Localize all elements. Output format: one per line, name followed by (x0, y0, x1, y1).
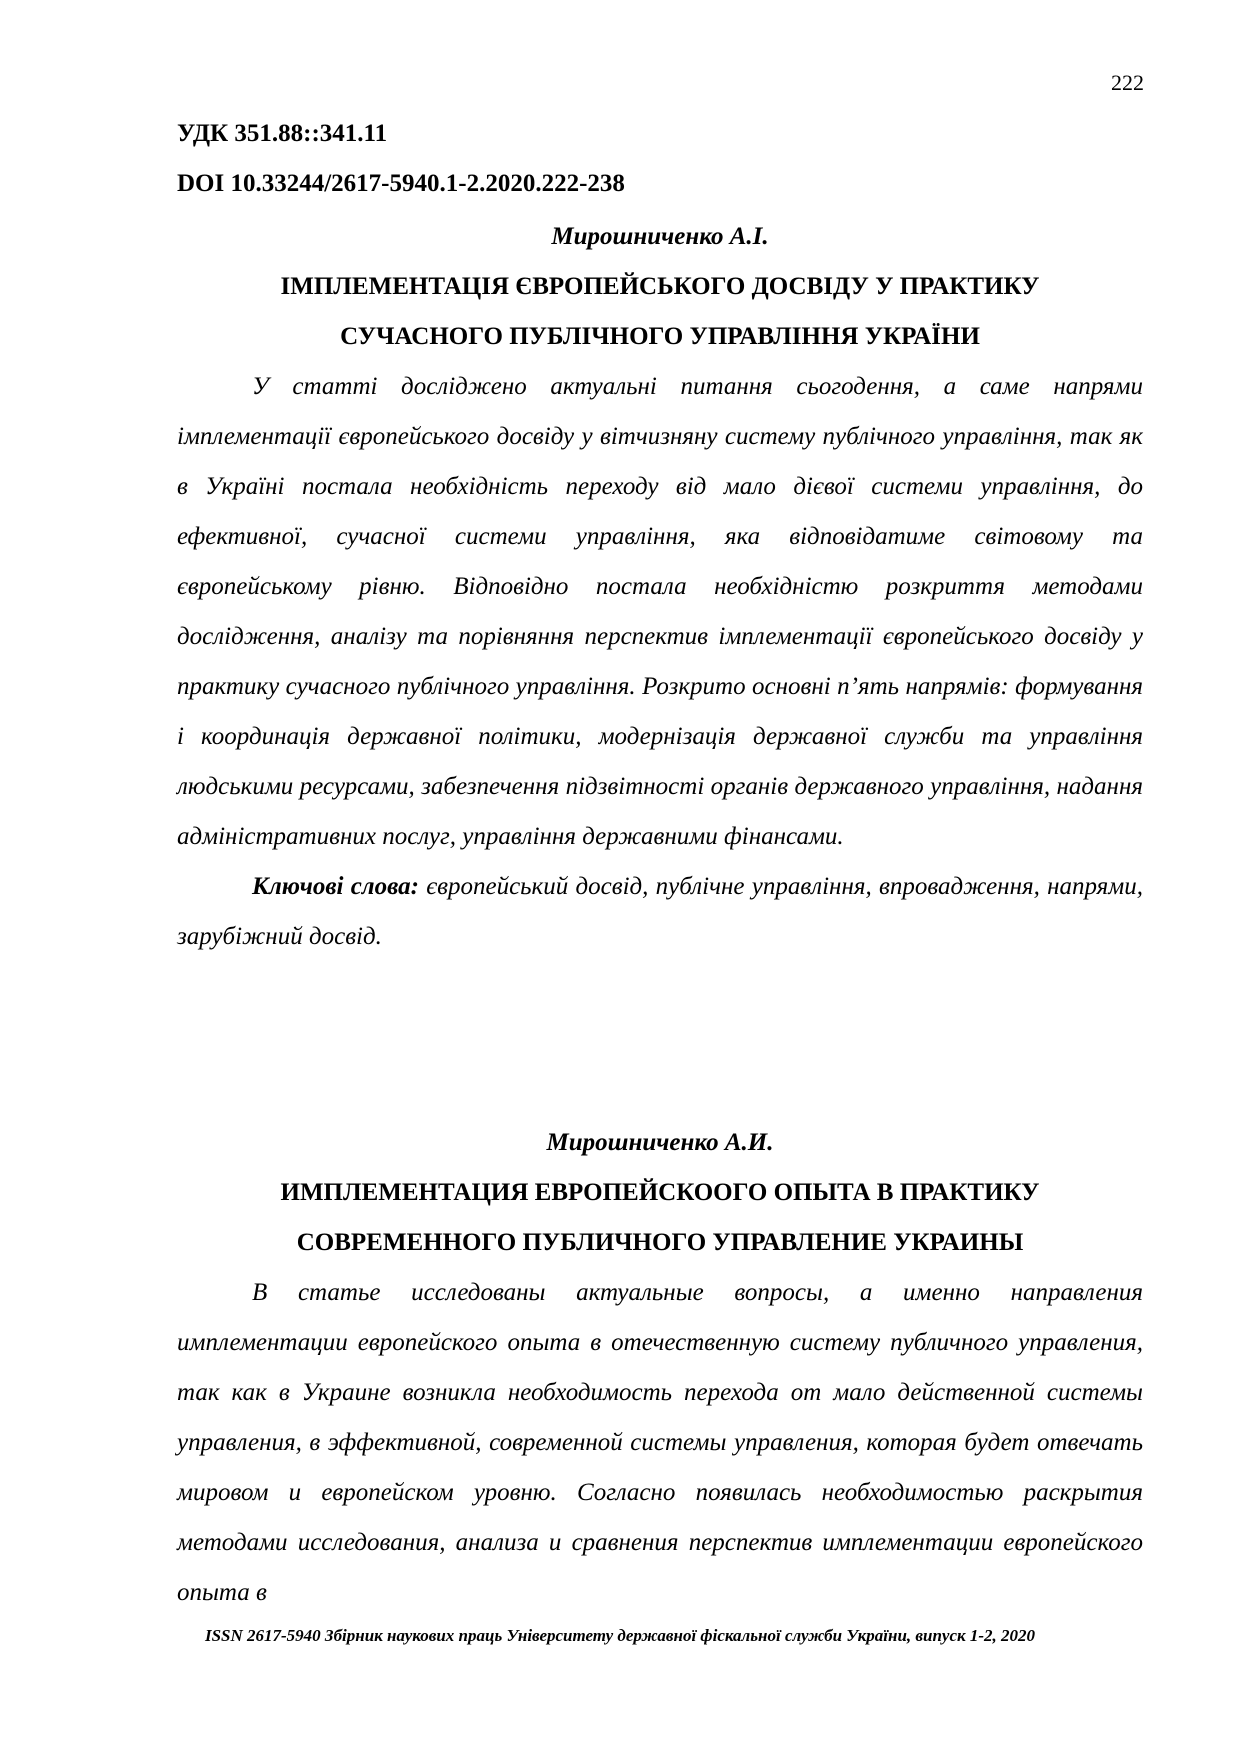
ukrainian-abstract-section (177, 212, 1143, 962)
title-line-1-ua: ІМПЛЕМЕНТАЦІЯ ЄВРОПЕЙСЬКОГО ДОСВІДУ У ПРАКТИКУ (280, 273, 1040, 300)
abstract-text-ua: У статті досліджено актуальні питання сьогодення, а саме напрями імплементації європейського досвіду у вітчизняну систему публічного управління, так як в Україні постала необхідність переходу від мало дієвої системи управління, до ефективної, сучасної системи управління, яка відповідатиме світовому та європейському рівню. Відповідно постала необхідністю розкриття методами дослідження, аналізу та порівняння перспектив імплементації європейського досвіду у практику сучасного публічного управління. Розкрито основні п’ять напрямів: формування і координація державної політики, модернізація державної служби та управління людськими ресурсами, забезпечення підзвітності органів державного управління, надання адміністративних послуг, управління державними фінансами. (177, 373, 1143, 850)
article-title-ua (177, 262, 1143, 362)
author-name-ua: Мирошниченко А.І. (551, 223, 769, 250)
russian-abstract-section (177, 1118, 1143, 1618)
author-name-ru: Мирошниченко А.И. (546, 1129, 774, 1156)
title-line-1-ru: ИМПЛЕМЕНТАЦИЯ ЕВРОПЕЙСКООГО ОПЫТА В ПРАКТИКУ (280, 1179, 1040, 1206)
keywords-text-ua: європейський досвід, публічне управління, впровадження, напрями, зарубіжний досвід. (177, 873, 1143, 950)
keywords-label-ua: Ключові слова: (252, 873, 419, 900)
keywords-paragraph-ua (177, 862, 1143, 962)
abstract-text-ru: В статье исследованы актуальные вопросы, а именно направления имплементации европейского опыта в отечественную систему публичного управления, так как в Украине возникла необходимость перехода от мало действенной системы управления, в эффективной, современной системы управления, которая будет отвечать мировом и европейском уровню. Согласно появилась необходимостью раскрытия методами исследования, анализа и сравнения перспектив имплементации европейского опыта в (177, 1279, 1143, 1606)
journal-footer: ISSN 2617-5940 Збірник наукових праць Університету державної фіскальної служби України, випуск 1-2, 2020 (204, 1626, 1036, 1645)
udk-code: УДК 351.88::341.11 (177, 120, 388, 147)
page-number: 222 (1111, 70, 1144, 95)
title-line-2-ua: СУЧАСНОГО ПУБЛІЧНОГО УПРАВЛІННЯ УКРАЇНИ (340, 323, 980, 350)
article-title-ru (177, 1168, 1143, 1268)
title-line-2-ru: СОВРЕМЕННОГО ПУБЛИЧНОГО УПРАВЛЕНИЕ УКРАИНЫ (296, 1229, 1024, 1256)
doi-identifier: DOI 10.33244/2617-5940.1-2.2020.222-238 (177, 170, 625, 197)
